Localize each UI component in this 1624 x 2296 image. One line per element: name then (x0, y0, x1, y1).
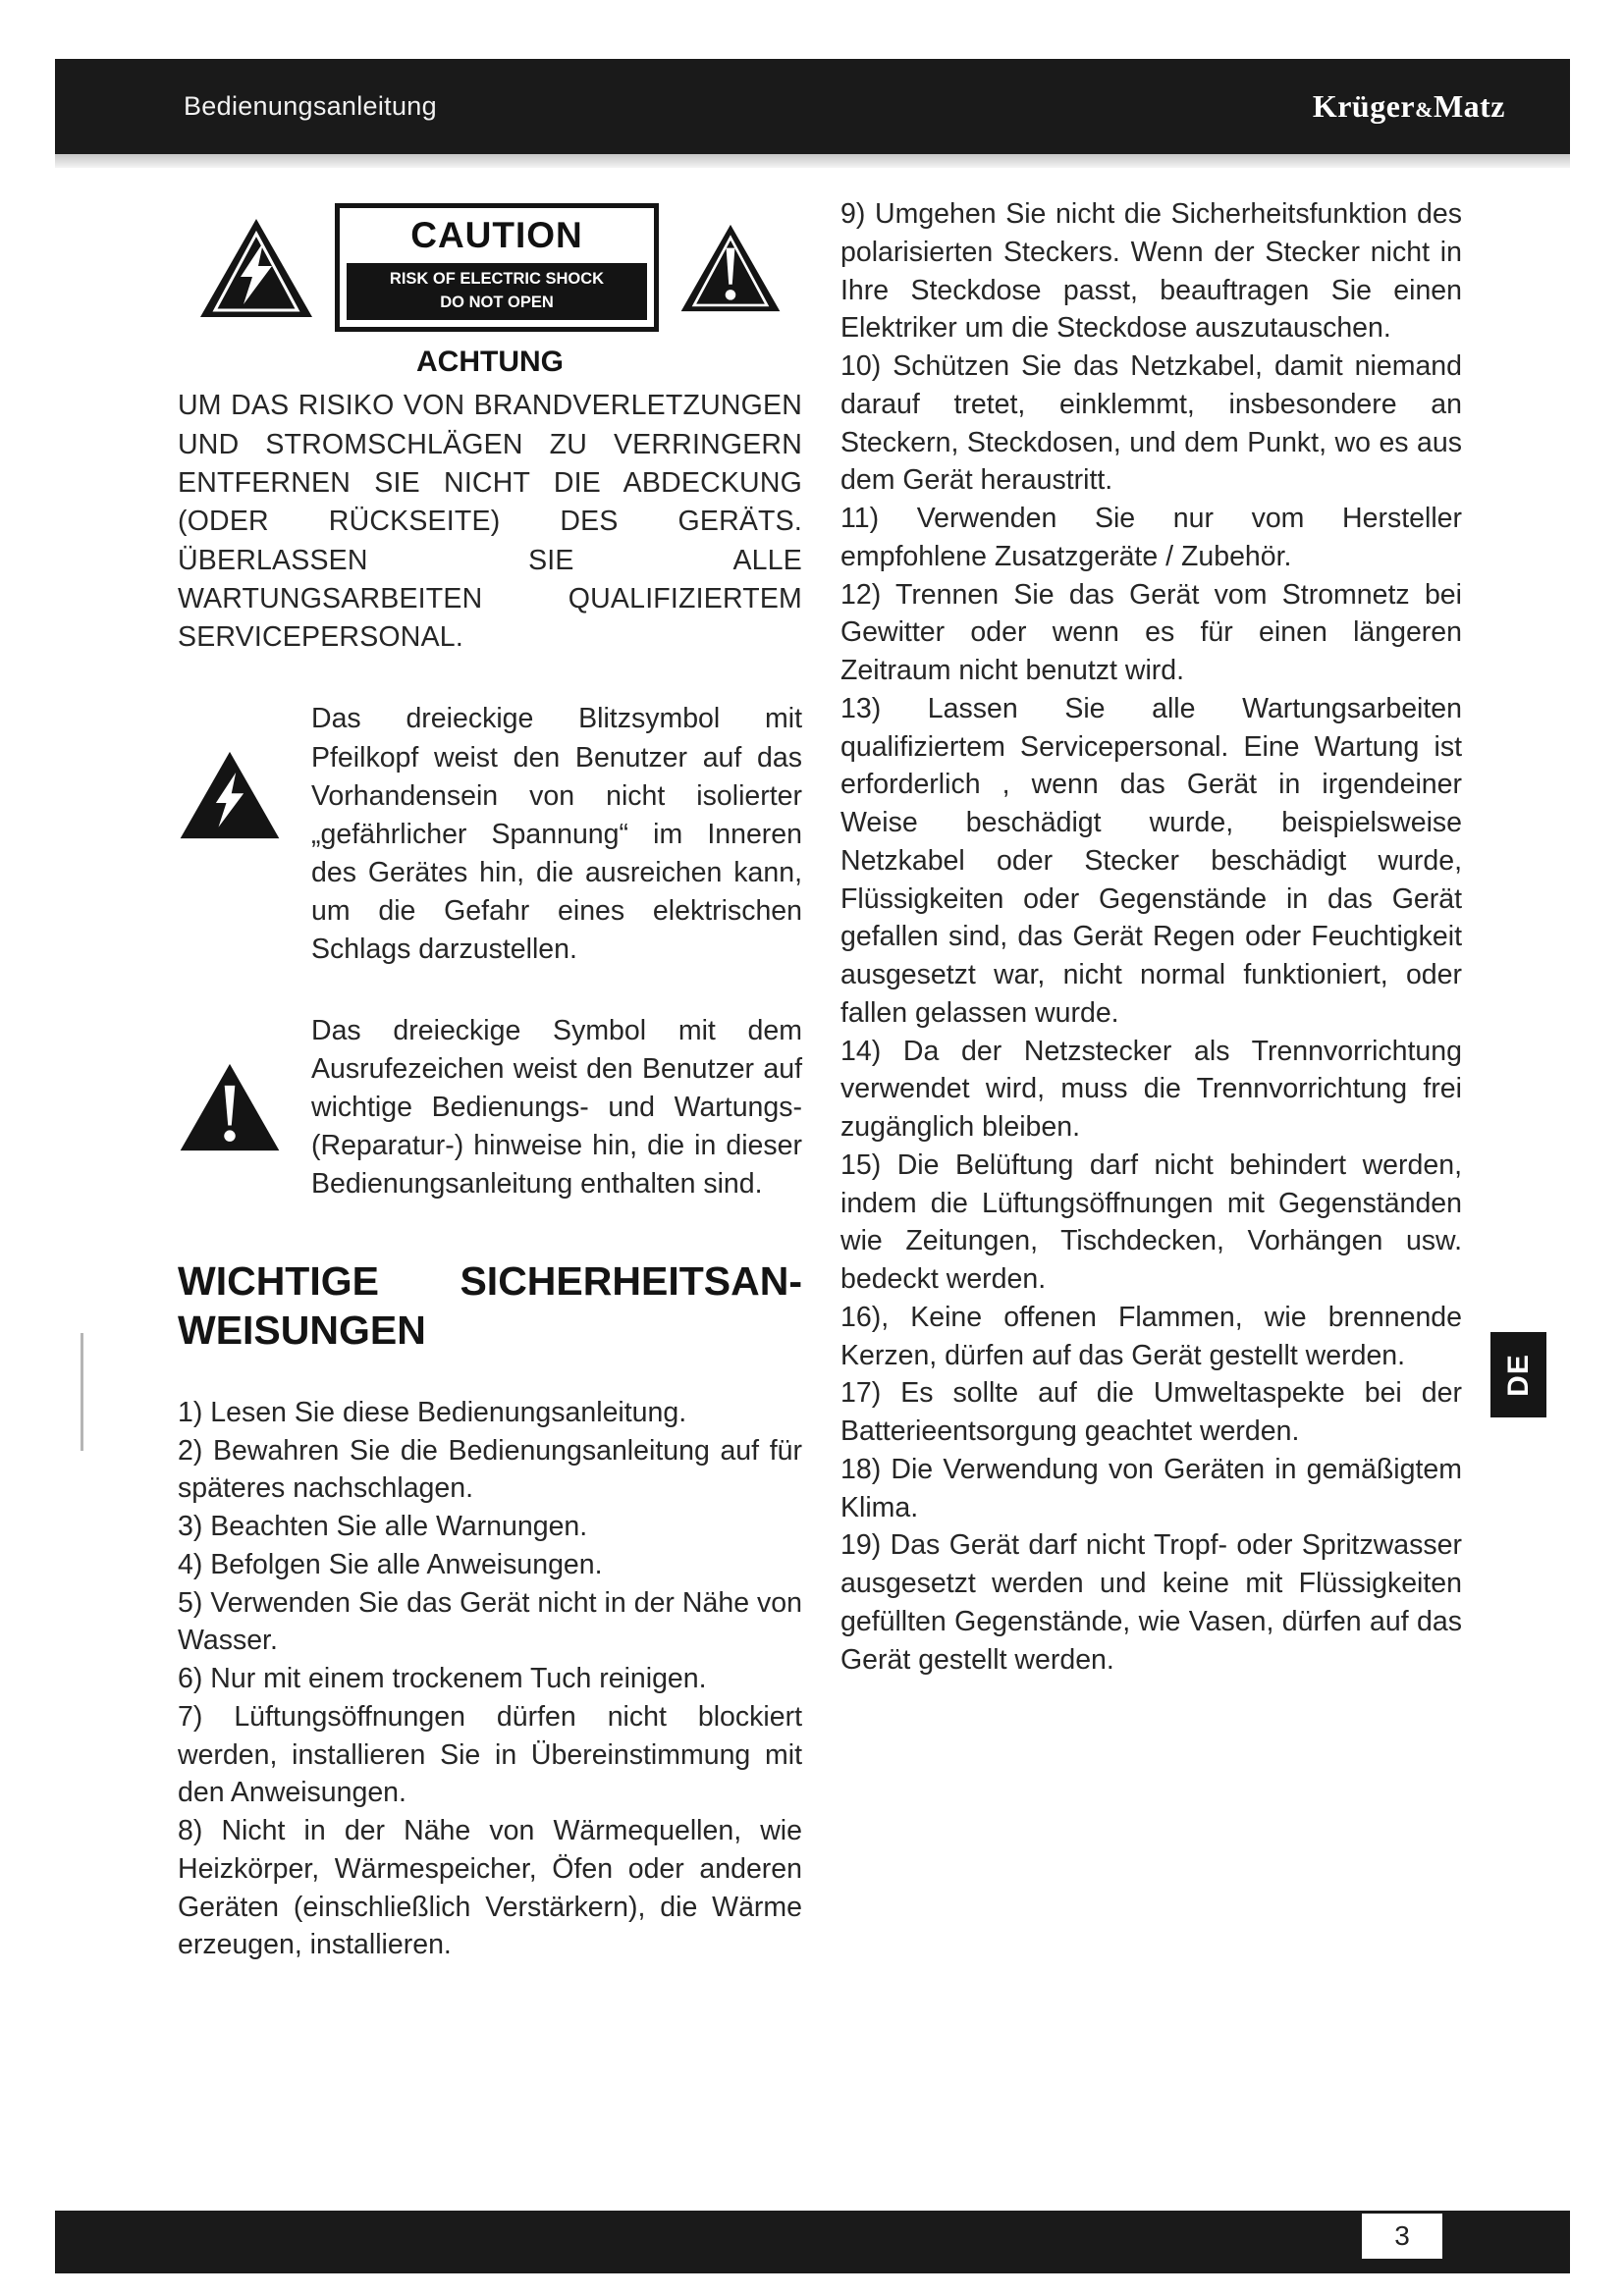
right-column (840, 195, 1462, 1679)
instruction-item: 14) Da der Netzstecker als Trennvorrichtung verwendet wird, muss die Trennvorrichtung frei zugänglich bleiben. (840, 1035, 1462, 1143)
instruction-item: 18) Die Verwendung von Geräten in gemäßigtem Klima. (840, 1453, 1462, 1523)
section-title-line2: WEISUNGEN (178, 1307, 426, 1353)
instruction-item: 1) Lesen Sie diese Bedienungsanleitung. (178, 1396, 687, 1428)
exclamation-triangle-icon (678, 222, 783, 314)
brand-first: Krüger (1312, 88, 1416, 124)
brand-logo (1313, 88, 1505, 125)
instruction-item: 13) Lassen Sie alle Wartungsarbeiten qualifiziertem Servicepersonal. Eine Wartung ist erforderlich , wenn das Gerät in irgendeiner Weise beschädigt wurde, beispielsweise Netzkabel oder Stecker beschädigt wurde, Flüssigkeiten oder Gegenstände in das Gerät gefallen sind, das Gerät Regen oder Feuchtigkeit ausgesetzt war, nicht normal funktioniert, oder fallen gelassen wurde. (840, 692, 1462, 1029)
instruction-item: 16), Keine offenen Flammen, wie brennende Kerzen, dürfen auf das Gerät gestellt werden. (840, 1301, 1462, 1371)
caution-graphic (178, 203, 802, 332)
instruction-item: 6) Nur mit einem trockenem Tuch reinigen. (178, 1663, 707, 1695)
caution-subtitle (347, 263, 647, 321)
instruction-item: 15) Die Belüftung darf nicht behindert werden, indem die Lüftungsöffnungen mit Gegenständen wie Zeitungen, Tischdecken, Vorhängen usw. bedeckt werden. (840, 1148, 1462, 1295)
note-text: Das dreieckige Symbol mit dem Ausrufezeichen weist den Benutzer auf wichtige Bedienungs- und Wartungs- (Reparatur-) hinweise hin, die in dieser Bedienungsanleitung enthalten sind. (311, 1014, 802, 1200)
margin-tick (81, 1333, 83, 1451)
warning-body: UM DAS RISIKO VON BRANDVERLETZUNGEN UND STROMSCHLÄGEN ZU VERRINGERN ENTFERNEN SIE NICHT DIE ABDECKUNG (ODER RÜCKSEITE) DES GERÄTS. ÜBERLASSEN SIE ALLE WARTUNGSARBEITEN QUALIFIZIERTEM SERVICEPERSONAL. (178, 390, 802, 654)
lightning-triangle-icon (178, 749, 282, 841)
instruction-item: 19) Das Gerät darf nicht Tropf- oder Spritzwasser ausgesetzt werden und keine mit Flüssigkeiten gefüllten Gegenstände, wie Vasen, dürfen auf das Gerät gestellt werden. (840, 1529, 1462, 1676)
note-icon-wrap (178, 1012, 286, 1203)
instruction-item: 12) Trennen Sie das Gerät vom Stromnetz bei Gewitter oder wenn es für einen längeren Zeitraum nicht benutzt wird. (840, 578, 1462, 686)
language-tab-label: DE (1501, 1353, 1535, 1397)
instruction-item: 9) Umgehen Sie nicht die Sicherheitsfunktion des polarisierten Steckers. Wenn der Stecker nicht in Ihre Steckdose passt, beauftragen Sie einen Elektriker um die Steckdose auszutauschen. (840, 198, 1462, 345)
language-tab (1490, 1332, 1546, 1417)
note-text: Das dreieckige Blitzsymbol mit Pfeilkopf weist den Benutzer auf das Vorhandensein von nicht isolierter „gefährlicher Spannung“ im Inneren des Gerätes hin, die ausreichen kann, um die Gefahr eines elektrischen Schlags darzustellen. (311, 703, 802, 965)
brand-ampersand: & (1415, 97, 1434, 122)
doc-title: Bedienungsanleitung (184, 91, 437, 121)
header-shadow (55, 154, 1570, 168)
caution-title: CAUTION (410, 215, 583, 255)
instruction-item: 10) Schützen Sie das Netzkabel, damit niemand darauf tretet, einklemmt, insbesondere an Steckern, Steckdosen, und dem Punkt, wo es aus dem Gerät heraustritt. (840, 350, 1462, 497)
section-title (178, 1256, 802, 1355)
left-column (178, 203, 802, 1964)
instruction-item: 5) Verwenden Sie das Gerät nicht in der Nähe von Wasser. (178, 1586, 802, 1657)
instruction-item: 8) Nicht in der Nähe von Wärmequellen, wie Heizkörper, Wärmespeicher, Öfen oder anderen Geräten (einschließlich Verstärkern), die Wärme erzeugen, installieren. (178, 1815, 802, 1961)
caution-sub-line2: DO NOT OPEN (440, 294, 554, 312)
note-exclamation (178, 1012, 802, 1203)
page-number-box (1362, 2214, 1442, 2259)
note-lightning (178, 700, 802, 968)
instruction-item: 17) Es sollte auf die Umweltaspekte bei der Batterieentsorgung geachtet werden. (840, 1377, 1462, 1447)
header-bar (55, 59, 1570, 154)
instruction-item: 2) Bewahren Sie die Bedienungsanleitung auf für späteres nachschlagen. (178, 1434, 802, 1505)
instruction-item: 11) Verwenden Sie nur vom Hersteller empfohlene Zusatzgeräte / Zubehör. (840, 503, 1462, 572)
section-title-line1: WICHTIGE SICHERHEITSAN- (178, 1257, 802, 1304)
caution-label (335, 203, 659, 332)
footer-bar (55, 2211, 1570, 2273)
page-number: 3 (1394, 2220, 1410, 2251)
caution-sub-line1: RISK OF ELECTRIC SHOCK (389, 269, 605, 288)
brand-second: Matz (1433, 88, 1505, 124)
note-icon-wrap (178, 700, 286, 968)
instruction-item: 7) Lüftungsöffnungen dürfen nicht blockiert werden, installieren Sie in Übereinstimmung mit den Anweisungen. (178, 1700, 802, 1809)
instruction-list-left (178, 1394, 802, 1964)
instruction-item: 4) Befolgen Sie alle Anweisungen. (178, 1548, 603, 1580)
warning-title: ACHTUNG (416, 346, 564, 379)
instruction-item: 3) Beachten Sie alle Warnungen. (178, 1511, 588, 1543)
lightning-triangle-icon (197, 216, 315, 320)
exclamation-triangle-icon (178, 1061, 282, 1153)
